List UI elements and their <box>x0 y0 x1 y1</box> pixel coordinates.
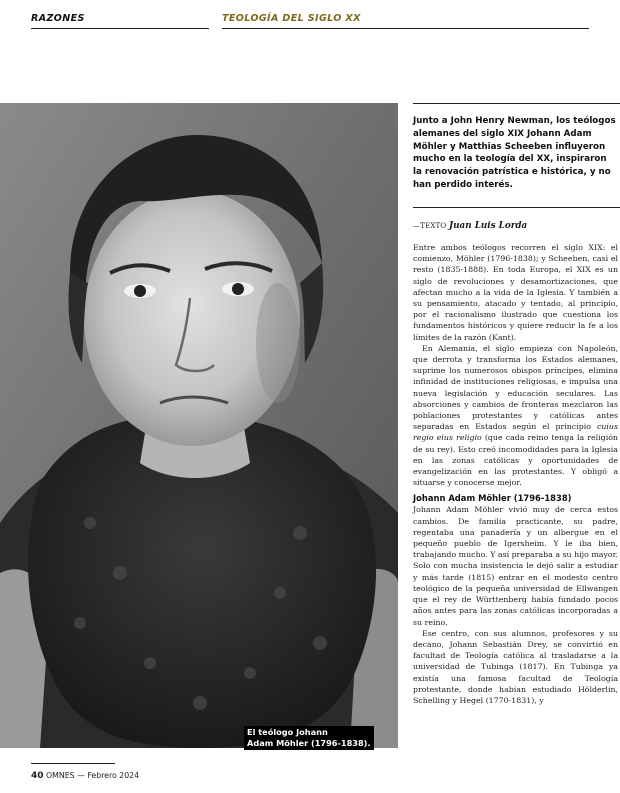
magazine-issue: OMNES — Febrero 2024 <box>46 771 140 780</box>
byline <box>413 220 527 231</box>
body-paragraph-2-start: En Alemania, el siglo empieza con Napoleón, que derrota y transforma los Estados alemanes, suprime los numerosos obispos príncipes, elimina infinidad de instituciones religiosas, e impulsa una nueva legislación y educación seculares. Las absorciones y cambios de fronteras mezclaron las poblaciones protestantes y católicas antes separadas en Estados según el principio <box>413 343 618 432</box>
body-paragraph-4: Ese centro, con sus alumnos, profesores y su decano, Johann Sebastián Drey, se convirtió en facultad de Teología católica al trasladarse a la universidad de Tubinga (1817). En Tubinga ya existía una famosa facultad de Teología protestante, donde habían estudiado Hölderlin, Schelling y Hegel (1770-1831), y <box>413 628 618 705</box>
body-paragraph-3: Johann Adam Möhler vivió muy de cerca estos cambios. De familia practicante, su padre, regentaba una panadería y un albergue en el pequeño pueblo de Igersheim. Y le iba bien, trabajando mucho. Y así preparaba a su hijo mayor. Solo con mucha insistencia le dejó salir a estudiar y más tarde (1815) entrar en el modesto centro teológico de la pequeña universidad de Ellwangen que el rey de Württenberg había fundado pocos años antes para las zonas católicas incorporadas a su reino. <box>413 505 618 627</box>
article-body <box>413 242 618 706</box>
photo-caption <box>244 726 374 750</box>
latin-phrase: cuius regio eius religio <box>413 422 618 443</box>
lead-divider-top <box>413 103 620 104</box>
header-divider-left <box>31 28 209 29</box>
body-paragraph-1: Entre ambos teólogos recorren el siglo XIX: el comienzo, Möhler (1796-1838); y Scheeben, casi el resto (1835-1888). En toda Europa, el XIX es un siglo de revoluciones y desamortizaciones, que afectan mucho a la vida de la Iglesia. Y también a su pensamiento, atacado y tentado, al principio, por el racionalismo ilustrado que cuestiona los fundamentos históricos y quiere reducir la fe a los límites de la razón (Kant). <box>413 243 618 342</box>
footer-divider <box>31 763 115 764</box>
photo-caption-line-1: El teólogo Johann <box>247 727 328 737</box>
lead-divider-bottom <box>413 207 620 208</box>
header-divider-right <box>222 28 589 29</box>
body-paragraph-2 <box>413 343 618 489</box>
section-label: RAZONES <box>31 13 85 24</box>
byline-author: Juan Luis Lorda <box>448 221 528 231</box>
portrait-photo <box>0 103 398 748</box>
lead-paragraph: Junto a John Henry Newman, los teólogos alemanes del siglo XIX Johann Adam Möhler y Matthias Scheeben influyeron mucho en la teología del XX, inspiraron la renovación patrística e histórica, y no han perdido interés. <box>413 116 616 190</box>
photo-caption-line-2: Adam Möhler (1796-1838). <box>247 738 371 748</box>
page-footer <box>31 771 139 781</box>
page-number: 40 <box>31 771 44 781</box>
byline-label: —TEXTO <box>413 222 447 230</box>
body-paragraph-2-end: (que cada reino tenga la religión de su rey). Esto creó incomodidades para la Iglesia en las zonas católicas y oportunidades de evangelización en las protestantes. Y obligó a situarse y conocerse mejor. <box>413 433 618 488</box>
section-subheading: Johann Adam Möhler (1796-1838) <box>413 493 572 504</box>
series-label: TEOLOGÍA DEL SIGLO XX <box>222 13 361 24</box>
portrait-illustration <box>0 103 398 748</box>
